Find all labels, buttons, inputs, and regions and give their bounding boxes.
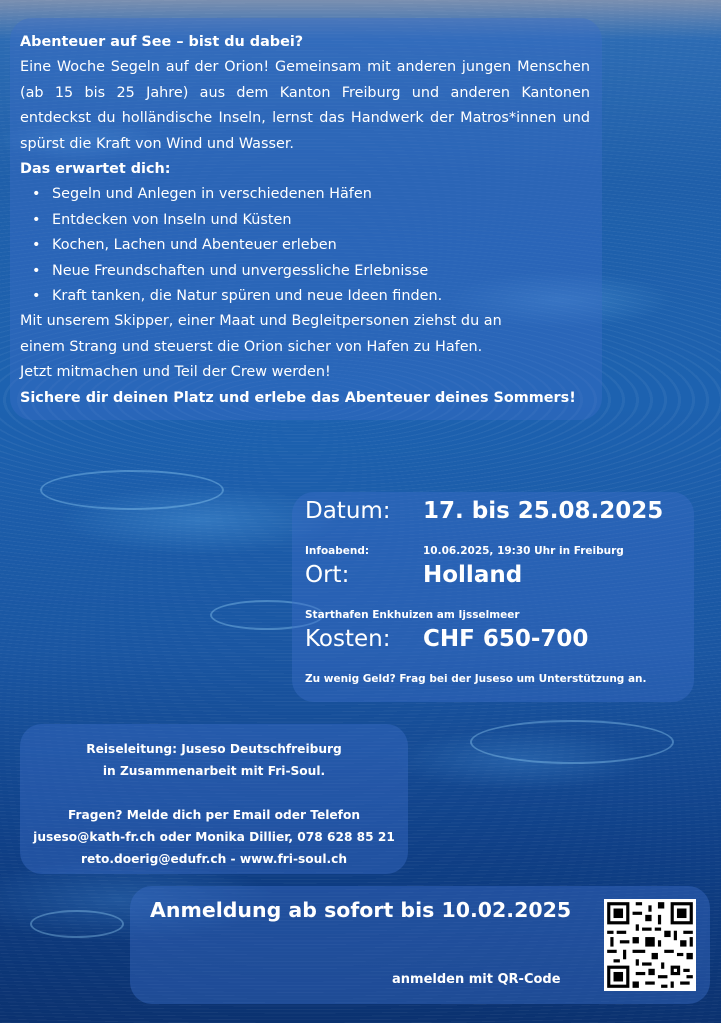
questions-line: Fragen? Melde dich per Email oder Telefon	[67, 808, 361, 822]
trip-lead-line-1: Reiseleitung: Juseso Deutschfreiburg	[86, 742, 342, 756]
qr-code-graphic	[604, 899, 696, 991]
contact-block	[20, 738, 408, 870]
bullet-icon: •	[32, 288, 41, 305]
bullet-icon: •	[32, 186, 41, 203]
place-value: Holland	[423, 562, 523, 588]
crew-line-1: Mit unserem Skipper, einer Maat und Begleitpersonen ziehst du an	[20, 313, 502, 330]
join-line: Jetzt mitmachen und Teil der Crew werden!	[20, 364, 331, 381]
info-evening-row	[305, 540, 690, 562]
trip-lead-line-2: in Zusammenarbeit mit Fri-Soul.	[102, 764, 326, 778]
water-ripple	[40, 470, 224, 510]
cost-note: Zu wenig Geld? Frag bei der Juseso um Unterstützung an.	[305, 673, 647, 685]
info-evening-label: Infoabend:	[305, 545, 370, 557]
intro-text-block	[20, 30, 590, 411]
bullet-icon: •	[32, 262, 41, 279]
registration-title: Anmeldung ab sofort bis 10.02.2025	[150, 898, 572, 922]
contact-line-2: reto.doerig@edufr.ch - www.fri-soul.ch	[80, 852, 348, 866]
bullet-icon: •	[32, 211, 41, 228]
list-item: • Kochen, Lachen und Abenteuer erleben	[52, 233, 590, 258]
cost-label: Kosten:	[305, 626, 391, 652]
expect-list	[20, 182, 590, 309]
closing-line: Sichere dir deinen Platz und erlebe das Abenteuer deines Sommers!	[20, 389, 576, 406]
intro-heading: Abenteuer auf See – bist du dabei?	[20, 34, 304, 50]
harbor-note: Starthafen Enkhuizen am Ijsselmeer	[305, 609, 520, 621]
date-row	[305, 498, 690, 540]
expect-heading: Das erwartet dich:	[20, 161, 171, 178]
place-row	[305, 562, 690, 604]
qr-code-icon[interactable]	[604, 899, 696, 991]
crew-line-2: einem Strang und steuerst die Orion sicher von Hafen zu Hafen.	[20, 338, 483, 355]
intro-paragraph: Eine Woche Segeln auf der Orion! Gemeinsam mit anderen jungen Menschen (ab 15 bis 25 Jahre) aus dem Kanton Freiburg und anderen Kantonen entdeckst du holländische Inseln, lernst das Handwerk der Matros*innen und spürst die Kraft von Wind und Wasser.	[20, 59, 590, 152]
cost-row	[305, 626, 690, 668]
bullet-icon: •	[32, 237, 41, 254]
list-item: • Neue Freundschaften und unvergessliche Erlebnisse	[52, 259, 590, 284]
contact-line-1: juseso@kath-fr.ch oder Monika Dillier, 078 628 85 21	[33, 830, 395, 844]
place-label: Ort:	[305, 562, 350, 588]
list-item: • Entdecken von Inseln und Küsten	[52, 208, 590, 233]
cost-value: CHF 650-700	[423, 626, 589, 652]
list-item: • Segeln und Anlegen in verschiedenen Häfen	[52, 182, 590, 207]
facts-block	[305, 498, 690, 690]
water-ripple	[470, 720, 674, 764]
list-item: • Kraft tanken, die Natur spüren und neue Ideen finden.	[52, 284, 590, 309]
water-ripple	[30, 910, 124, 938]
qr-hint: anmelden mit QR-Code	[392, 972, 561, 987]
date-value: 17. bis 25.08.2025	[423, 498, 664, 524]
date-label: Datum:	[305, 498, 391, 524]
info-evening-value: 10.06.2025, 19:30 Uhr in Freiburg	[423, 545, 624, 557]
